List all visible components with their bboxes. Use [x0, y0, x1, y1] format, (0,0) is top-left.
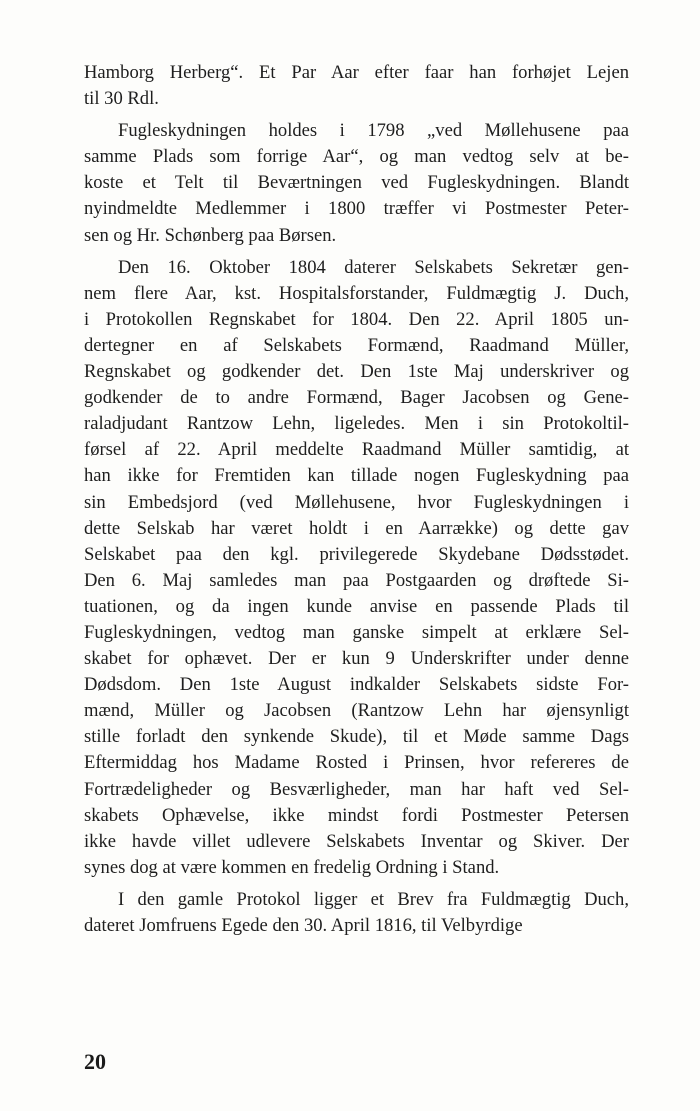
- text-line: ikke havde villet udlevere Selskabets Inventar og Skiver. Der: [84, 830, 629, 852]
- text-line: Fortrædeligheder og Besværligheder, man har haft ved Sel-: [84, 778, 629, 800]
- text-line: førsel af 22. April meddelte Raadmand Müller samtidig, at: [84, 439, 629, 461]
- text-line: Hamborg Herberg“. Et Par Aar efter faar han forhøjet Lejen: [84, 62, 629, 83]
- text-line: i Protokollen Regnskabet for 1804. Den 22. April 1805 un-: [84, 308, 629, 330]
- text-line: dateret Jomfruens Egede den 30. April 1816, til Velbyrdige: [84, 915, 523, 936]
- text-line: nem flere Aar, kst. Hospitalsforstander, Fuldmægtig J. Duch,: [84, 282, 629, 304]
- text-line: godkender de to andre Formænd, Bager Jacobsen og Gene-: [84, 387, 629, 409]
- paragraph: [84, 887, 629, 939]
- text-line: synes dog at være kommen en fredelig Ordning i Stand.: [84, 856, 500, 878]
- text-line: sen og Hr. Schønberg paa Børsen.: [84, 224, 337, 246]
- paragraph: [84, 118, 629, 248]
- page-number: 20: [84, 1049, 106, 1074]
- text-line: Eftermiddag hos Madame Rosted i Prinsen, hvor refereres de: [84, 752, 629, 774]
- text-line: koste et Telt til Beværtningen ved Fugleskydningen. Blandt: [84, 172, 629, 194]
- text-line: Selskabet paa den kgl. privilegerede Skydebane Dødsstødet.: [84, 543, 629, 565]
- text-line: dette Selskab har været holdt i en Aarrække) og dette gav: [84, 517, 629, 539]
- text-line: Dødsdom. Den 1ste August indkalder Selskabets sidste For-: [84, 674, 629, 696]
- text-line: tuationen, og da ingen kunde anvise en passende Plads til: [84, 595, 629, 617]
- text-line: han ikke for Fremtiden kan tillade nogen Fugleskydning paa: [84, 465, 629, 487]
- body-text: [84, 60, 629, 939]
- text-line: Den 16. Oktober 1804 daterer Selskabets Sekretær gen-: [118, 256, 629, 278]
- text-line: raladjudant Rantzow Lehn, ligeledes. Men i sin Protokoltil-: [84, 413, 629, 435]
- text-line: Fugleskydningen holdes i 1798 „ved Møllehusene paa: [118, 120, 629, 142]
- text-line: nyindmeldte Medlemmer i 1800 træffer vi Postmester Peter-: [84, 198, 629, 220]
- text-line: Fugleskydningen, vedtog man ganske simpelt at erklære Sel-: [84, 621, 629, 643]
- paragraph: [84, 60, 629, 112]
- text-line: skabets Ophævelse, ikke mindst fordi Postmester Petersen: [84, 804, 629, 826]
- text-line: mænd, Müller og Jacobsen (Rantzow Lehn har øjensynligt: [84, 700, 629, 722]
- text-line: Den 6. Maj samledes man paa Postgaarden og drøftede Si-: [84, 569, 629, 591]
- text-line: samme Plads som forrige Aar“, og man vedtog selv at be-: [84, 146, 629, 168]
- paragraph: [84, 255, 629, 881]
- text-line: skabet for ophævet. Der er kun 9 Underskrifter under denne: [84, 648, 629, 670]
- text-line: I den gamle Protokol ligger et Brev fra Fuldmægtig Duch,: [118, 888, 629, 910]
- text-line: dertegner en af Selskabets Formænd, Raadmand Müller,: [84, 334, 629, 356]
- text-line: til 30 Rdl.: [84, 88, 159, 110]
- text-line: Regnskabet og godkender det. Den 1ste Maj underskriver og: [84, 361, 629, 383]
- text-line: sin Embedsjord (ved Møllehusene, hvor Fugleskydningen i: [84, 491, 629, 513]
- text-line: stille forladt den synkende Skude), til et Møde samme Dags: [84, 726, 629, 748]
